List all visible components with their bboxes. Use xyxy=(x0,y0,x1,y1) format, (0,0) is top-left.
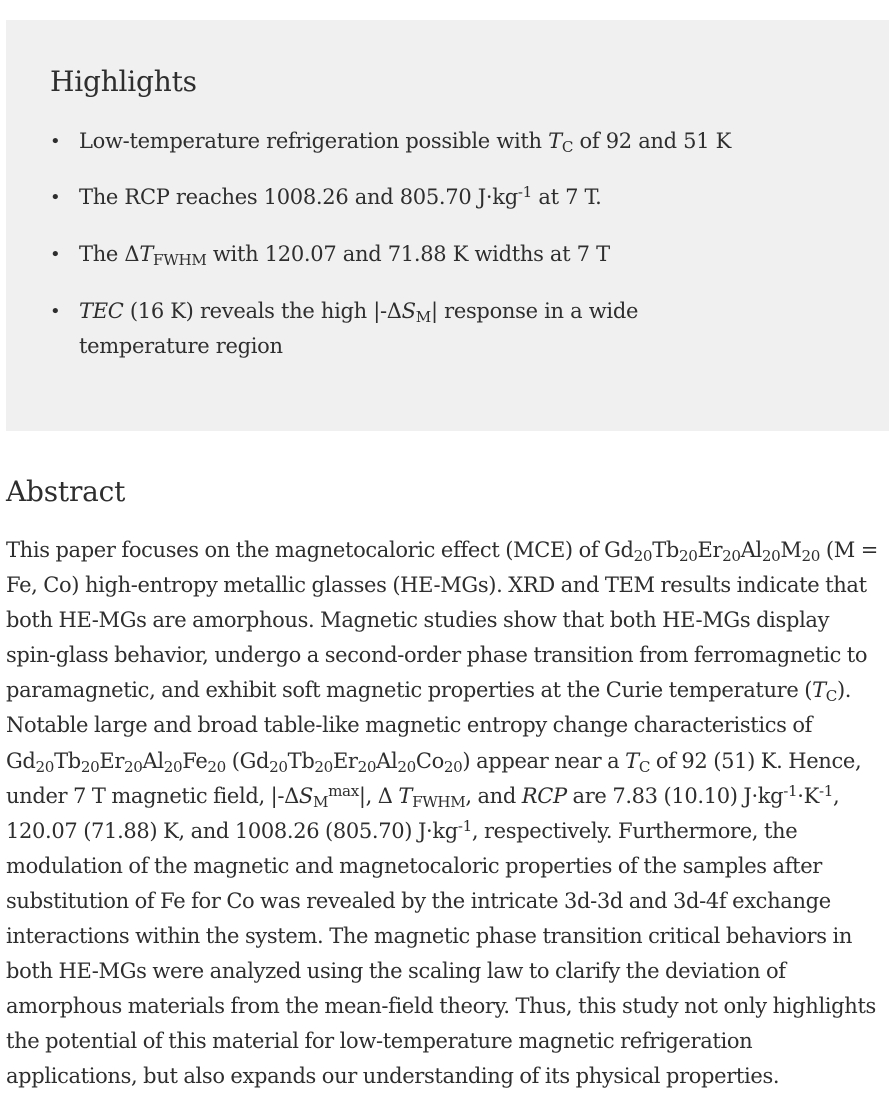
subscript: 20 xyxy=(761,547,781,566)
italic-text: S xyxy=(298,783,313,808)
highlight-text xyxy=(79,299,638,358)
superscript: -1 xyxy=(457,816,472,835)
superscript: -1 xyxy=(818,781,833,800)
subscript: 20 xyxy=(314,757,333,776)
text-run: are 7.83 (10.10) J·kg xyxy=(566,783,784,808)
text-run: ·K xyxy=(797,783,819,808)
subscript: 20 xyxy=(207,757,226,776)
text-run: M xyxy=(780,538,802,562)
subscript: 20 xyxy=(397,757,416,776)
subscript: 20 xyxy=(35,757,55,776)
subscript: 20 xyxy=(678,547,698,566)
text-run: Al xyxy=(376,748,398,773)
subscript: 20 xyxy=(80,757,100,776)
text-run: Al xyxy=(740,538,762,562)
highlight-text xyxy=(79,129,732,157)
superscript: -1 xyxy=(517,183,532,202)
subscript: FWHM xyxy=(153,251,207,270)
highlight-text xyxy=(79,185,602,209)
subscript: FWHM xyxy=(412,792,466,811)
bullet-icon: • xyxy=(50,187,61,208)
superscript: -1 xyxy=(783,781,798,800)
text-run: (Gd xyxy=(225,748,270,773)
text-run: Tb xyxy=(54,748,81,773)
text-run: of 92 (51) K. Hence, under 7 T magnetic field, |-Δ xyxy=(6,748,862,808)
text-run: Fe xyxy=(182,748,208,773)
text-run: The RCP reaches 1008.26 and 805.70 J·kg xyxy=(79,185,518,209)
bullet-icon: • xyxy=(50,301,61,322)
subscript: 20 xyxy=(801,547,821,566)
italic-text: T xyxy=(548,129,562,153)
text-run: |, Δ xyxy=(358,783,399,808)
superscript: max xyxy=(328,781,359,800)
highlight-item xyxy=(50,237,759,272)
subscript: 20 xyxy=(269,757,288,776)
subscript: 20 xyxy=(722,547,741,566)
text-run: , respectively. Furthermore, the modulation of the magnetic and magnetocaloric properties of the samples after substitution of Fe for Co was revealed by the intricate 3d-3d and 3d-4f exchange interactions within the system. The magnetic phase transition critical behaviors in both HE-MGs were analyzed using the scaling law to clarify the deviation of amorphous materials from the mean-field theory. Thus, this study not only highlights the potential of this material for low-temperature magnetic refrigeration applications, but also expands our understanding of its physical properties. xyxy=(6,818,876,1089)
highlight-item xyxy=(50,180,759,215)
text-run: (16 K) reveals the high |-Δ xyxy=(123,299,402,323)
abstract-heading: Abstract xyxy=(6,475,126,508)
italic-text: T xyxy=(625,748,639,773)
text-run: with 120.07 and 71.88 K widths at 7 T xyxy=(206,242,610,266)
text-run: The Δ xyxy=(79,242,140,266)
subscript: C xyxy=(561,138,574,157)
text-run: Er xyxy=(99,748,125,773)
subscript: M xyxy=(415,308,431,327)
subscript: C xyxy=(825,687,837,706)
italic-text: RCP xyxy=(521,783,567,808)
text-run: of 92 and 51 K xyxy=(573,129,732,153)
text-run: Co xyxy=(415,748,444,773)
text-run: | response in a wide temperature region xyxy=(79,299,639,358)
italic-text: T xyxy=(398,783,413,808)
text-run: Er xyxy=(697,538,723,562)
subscript: 20 xyxy=(124,757,143,776)
highlights-box xyxy=(6,20,889,431)
italic-text: TEC xyxy=(79,299,124,323)
bullet-icon: • xyxy=(50,244,61,265)
subscript: 20 xyxy=(443,757,463,776)
highlights-heading: Highlights xyxy=(50,65,197,98)
text-run: ) appear near a xyxy=(462,748,626,773)
subscript: 20 xyxy=(633,547,653,566)
highlight-item xyxy=(50,294,759,364)
text-run: Al xyxy=(142,748,164,773)
text-run: , 120.07 (71.88) K, and 1008.26 (805.70) J·kg xyxy=(6,783,840,843)
text-run: Tb xyxy=(652,538,679,562)
abstract-paragraph xyxy=(6,533,884,1095)
italic-text: T xyxy=(812,678,826,703)
text-run: Tb xyxy=(287,748,315,773)
bullet-icon: • xyxy=(50,131,61,152)
italic-text: S xyxy=(401,299,416,323)
text-run: , and xyxy=(465,783,522,808)
subscript: M xyxy=(312,792,329,811)
subscript: 20 xyxy=(163,757,183,776)
text-run: ). Notable large and broad table-like magnetic entropy change characteristics of Gd xyxy=(6,678,852,773)
highlight-text xyxy=(79,242,610,270)
highlight-item xyxy=(50,124,759,159)
text-run: Er xyxy=(332,748,358,773)
text-run: Low-temperature refrigeration possible with xyxy=(79,129,549,153)
text-run: (M = Fe, Co) high-entropy metallic glasses (HE-MGs). XRD and TEM results indicate that both HE-MGs are amorphous. Magnetic studies show that both HE-MGs display spin-glass behavior, undergo a second-order phase transition from ferromagnetic to paramagnetic, and exhibit soft magnetic properties at the Curie temperature ( xyxy=(6,538,878,703)
text-run: at 7 T. xyxy=(532,185,602,209)
subscript: C xyxy=(638,757,651,776)
subscript: 20 xyxy=(357,757,377,776)
text-run: This paper focuses on the magnetocaloric effect (MCE) of Gd xyxy=(6,538,634,562)
italic-text: T xyxy=(139,242,154,266)
